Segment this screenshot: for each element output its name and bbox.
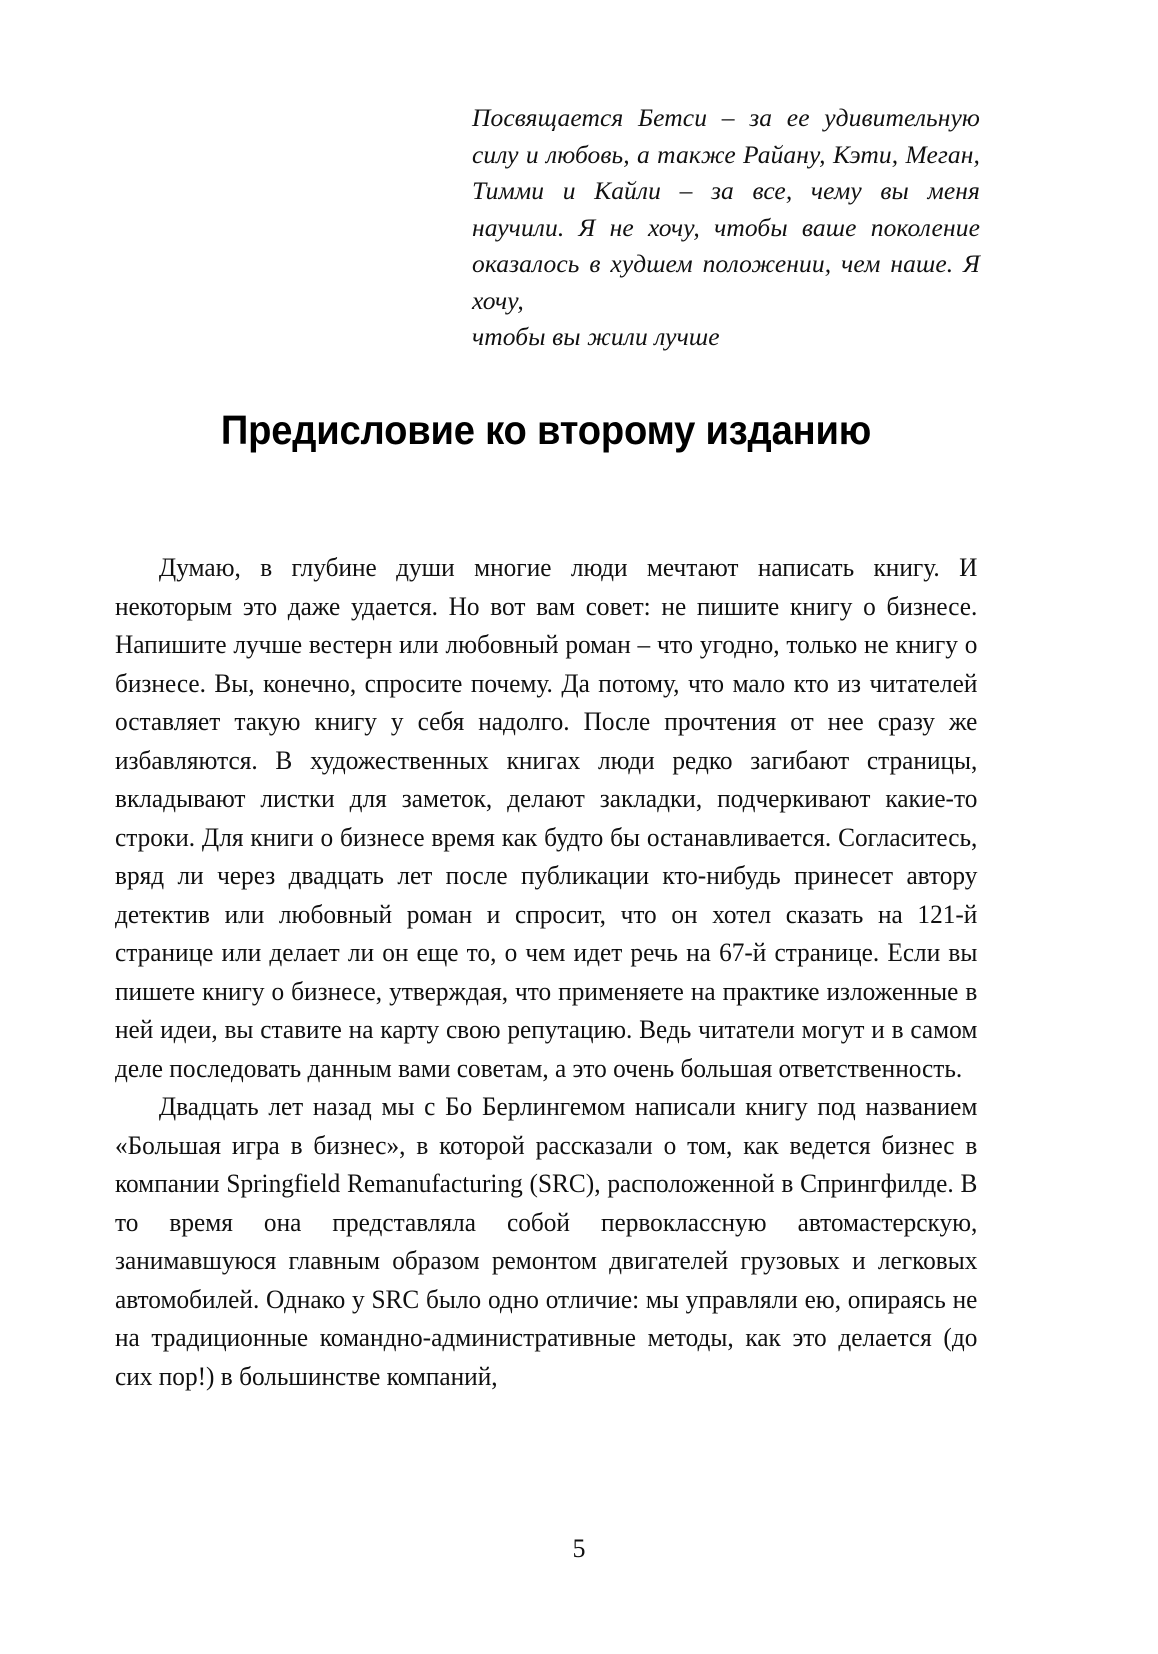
body-text [115, 548, 977, 1395]
paragraph-1: Думаю, в глубине души многие люди мечтают написать книгу. И некоторым это даже удается. Но вот вам совет: не пишите книгу о бизнесе. Напишите лучше вестерн или любовный роман – что угодно, только не книгу о бизнесе. Вы, конечно, спросите почему. Да потому, что мало кто из читателей оставляет такую книгу у себя надолго. После прочтения от нее сразу же избавляются. В художественных книгах люди редко загибают страницы, вкладывают листки для заметок, делают закладки, подчеркивают какие-то строки. Для книги о бизнесе время как будто бы останавливается. Согласитесь, вряд ли через двадцать лет после публикации кто-нибудь принесет автору детектив или любовный роман и спросит, что он хотел сказать на 121-й странице или делает ли он еще то, о чем идет речь на 67-й странице. Если вы пишете книгу о бизнесе, утверждая, что применяете на практике изложенные в ней идеи, вы ставите на карту свою репутацию. Ведь читатели могут и в самом деле последовать данным вами советам, а это очень большая ответственность. [115, 552, 978, 1083]
page-title: Предисловие ко второму изданию [220, 407, 872, 453]
paragraph-2: Двадцать лет назад мы с Бо Берлингемом написали книгу под названием «Большая игра в бизнес», в которой рассказали о том, как ведется бизнес в компании Springfield Remanufacturing (SRC), расположенной в Спрингфилде. В то время она представляла собой первоклассную автомастерскую, занимавшуюся главным образом ремонтом двигателей грузовых и легковых автомобилей. Однако у SRC было одно отличие: мы управляли ею, опираясь не на традиционные командно-административные методы, как это делается (до сих пор!) в большинстве компаний, [115, 1091, 978, 1391]
dedication-text: Посвящается Бетси – за ее удивительную силу и любовь, а также Райану, Кэти, Меган, Тимми и Кайли – за все, чему вы меня научили. Я не хочу, чтобы ваше поколение оказалось в худшем положении, чем наше. Я хочу, [472, 103, 980, 315]
dedication-block [472, 100, 980, 356]
page-number: 5 [572, 1534, 586, 1563]
dedication-last-line: чтобы вы жили лучше [472, 322, 720, 351]
